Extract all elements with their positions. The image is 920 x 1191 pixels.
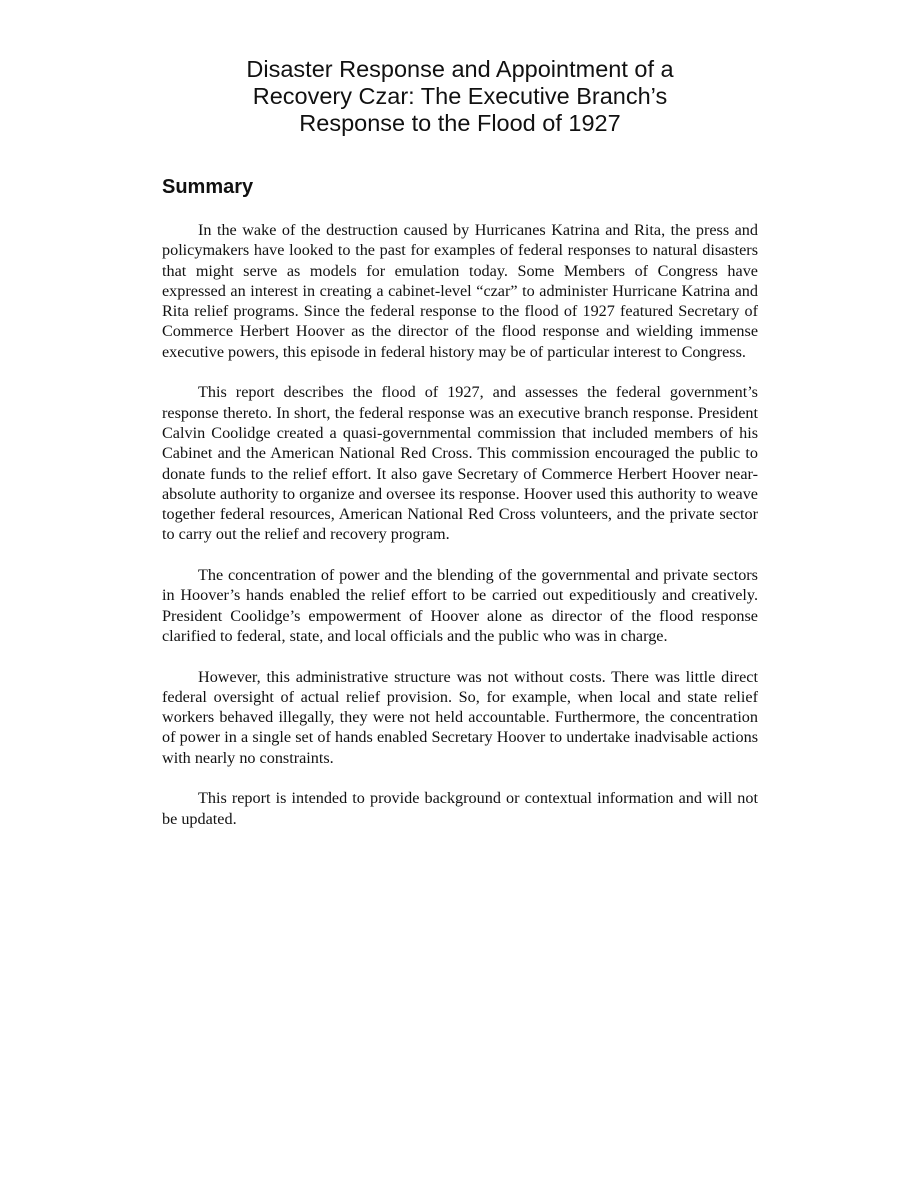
paragraph: This report is intended to provide background or contextual information and will not be updated. — [162, 789, 758, 828]
section-heading: Summary — [162, 176, 254, 198]
paragraph: In the wake of the destruction caused by Hurricanes Katrina and Rita, the press and policymakers have looked to the past for examples of federal responses to natural disasters that might serve as models for emulation today. Some Members of Congress have expressed an interest in creating a cabinet-level “czar” to administer Hurricane Katrina and Rita relief programs. Since the federal response to the flood of 1927 featured Secretary of Commerce Herbert Hoover as the director of the flood response and wielding immense executive powers, this episode in federal history may be of particular interest to Congress. — [162, 221, 758, 361]
document-title — [160, 56, 760, 137]
paragraph: The concentration of power and the blending of the governmental and private sectors in Hoover’s hands enabled the relief effort to be carried out expeditiously and creatively. President Coolidge’s empowerment of Hoover alone as director of the flood response clarified to federal, state, and local officials and the public who was in charge. — [162, 566, 758, 645]
title-line: Recovery Czar: The Executive Branch’s — [252, 83, 668, 109]
title-line: Response to the Flood of 1927 — [299, 110, 621, 136]
paragraph: However, this administrative structure was not without costs. There was little direct federal oversight of actual relief provision. So, for example, when local and state relief workers behaved illegally, they were not held accountable. Furthermore, the concentration of power in a single set of hands enabled Secretary Hoover to undertake inadvisable actions with nearly no constraints. — [162, 667, 758, 767]
paragraph: This report describes the flood of 1927, and assesses the federal government’s response thereto. In short, the federal response was an executive branch response. President Calvin Coolidge created a quasi-governmental commission that included members of his Cabinet and the American National Red Cross. This commission encouraged the public to donate funds to the relief effort. It also gave Secretary of Commerce Herbert Hoover near-absolute authority to organize and oversee its response. Hoover used this authority to weave together federal resources, American National Red Cross volunteers, and the private sector to carry out the relief and recovery program. — [162, 383, 758, 544]
summary-body — [162, 220, 758, 849]
title-line: Disaster Response and Appointment of a — [246, 56, 674, 82]
